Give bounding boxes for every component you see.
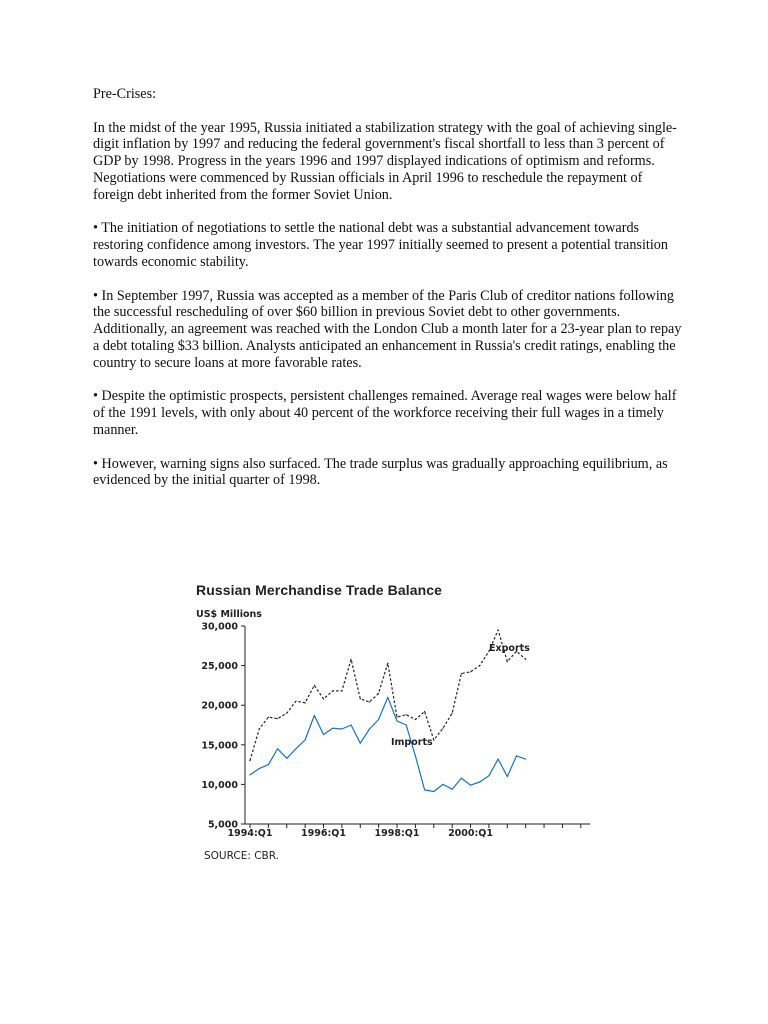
data-point-imports bbox=[305, 739, 306, 740]
data-point-imports bbox=[442, 784, 443, 785]
data-point-imports bbox=[259, 768, 260, 769]
data-point-exports bbox=[406, 714, 407, 715]
data-point-imports bbox=[479, 781, 480, 782]
y-tick-label: 20,000 bbox=[201, 700, 238, 712]
data-point-exports bbox=[470, 671, 471, 672]
data-point-exports bbox=[442, 728, 443, 729]
data-point-imports bbox=[516, 755, 517, 756]
series-line-imports bbox=[250, 697, 526, 791]
data-point-imports bbox=[498, 758, 499, 759]
data-point-imports bbox=[295, 748, 296, 749]
data-point-imports bbox=[415, 755, 416, 756]
data-point-imports bbox=[461, 777, 462, 778]
x-tick-label: 1998:Q1 bbox=[374, 828, 420, 839]
data-point-exports bbox=[323, 698, 324, 699]
y-tick-label: 5,000 bbox=[207, 819, 238, 831]
data-point-imports bbox=[314, 715, 315, 716]
document-body bbox=[93, 86, 683, 506]
data-point-exports bbox=[498, 629, 499, 630]
y-tick-label: 10,000 bbox=[201, 779, 238, 791]
data-point-exports bbox=[360, 698, 361, 699]
data-point-exports bbox=[305, 702, 306, 703]
data-point-imports bbox=[341, 728, 342, 729]
y-tick-label: 30,000 bbox=[201, 621, 238, 633]
data-point-imports bbox=[424, 789, 425, 790]
section-heading: Pre-Crises: bbox=[93, 86, 157, 102]
data-point-exports bbox=[396, 716, 397, 717]
data-point-exports bbox=[259, 728, 260, 729]
data-point-exports bbox=[249, 760, 250, 761]
bullet-debt-negotiations: • The initiation of negotiations to settle the national debt was a substantial advancement towards restoring confidence among investors. The year 1997 initially seemed to present a potential transition towards economic stability. bbox=[93, 220, 668, 270]
trade-balance-figure bbox=[196, 576, 616, 866]
x-tick-label: 2000:Q1 bbox=[448, 828, 494, 839]
y-axis-label: US$ Millions bbox=[196, 609, 262, 620]
data-point-exports bbox=[369, 701, 370, 702]
trade-balance-chart bbox=[196, 576, 616, 848]
data-point-exports bbox=[286, 713, 287, 714]
data-point-exports bbox=[295, 701, 296, 702]
data-point-imports bbox=[378, 719, 379, 720]
data-point-imports bbox=[323, 734, 324, 735]
series-line-exports bbox=[250, 630, 526, 761]
data-point-exports bbox=[314, 685, 315, 686]
data-point-exports bbox=[332, 690, 333, 691]
data-point-imports bbox=[350, 724, 351, 725]
bullet-challenges: • Despite the optimistic prospects, persistent challenges remained. Average real wages were below half of the 1991 levels, with only about 40 percent of the workforce receiving their full wages in a timely manner. bbox=[93, 388, 677, 438]
data-point-exports bbox=[378, 693, 379, 694]
annotation-exports: Exports bbox=[489, 643, 530, 654]
chart-title: Russian Merchandise Trade Balance bbox=[196, 582, 443, 598]
data-point-imports bbox=[277, 748, 278, 749]
data-point-exports bbox=[341, 690, 342, 691]
data-point-exports bbox=[507, 661, 508, 662]
data-point-imports bbox=[286, 758, 287, 759]
data-point-exports bbox=[433, 739, 434, 740]
data-point-exports bbox=[479, 665, 480, 666]
data-point-exports bbox=[350, 659, 351, 660]
data-point-imports bbox=[507, 776, 508, 777]
data-point-exports bbox=[387, 663, 388, 664]
data-point-imports bbox=[488, 775, 489, 776]
y-tick-label: 25,000 bbox=[201, 661, 238, 673]
data-point-imports bbox=[433, 791, 434, 792]
data-point-imports bbox=[396, 720, 397, 721]
data-point-imports bbox=[360, 743, 361, 744]
data-point-exports bbox=[268, 716, 269, 717]
data-point-exports bbox=[277, 718, 278, 719]
bullet-warning-signs: • However, warning signs also surfaced. The trade surplus was gradually approaching equilibrium, as evidenced by the initial quarter of 1998. bbox=[93, 455, 668, 489]
x-tick-label: 1996:Q1 bbox=[301, 828, 346, 839]
data-point-imports bbox=[249, 774, 250, 775]
data-point-imports bbox=[452, 789, 453, 790]
data-point-imports bbox=[525, 758, 526, 759]
data-point-imports bbox=[406, 724, 407, 725]
data-point-imports bbox=[470, 785, 471, 786]
data-point-exports bbox=[452, 713, 453, 714]
bullet-paris-club: • In September 1997, Russia was accepted as a member of the Paris Club of creditor nations following the successful rescheduling of over $60 billion in previous Soviet debt to other governments. Additionally, an agreement was reached with the London Club a month later for a 23-year plan to repay a debt totaling $33 billion. Analysts anticipated an enhancement in Russia's credit ratings, enabling the country to secure loans at more favorable rates. bbox=[93, 287, 682, 371]
chart-source: SOURCE: CBR. bbox=[204, 850, 280, 862]
y-tick-label: 15,000 bbox=[201, 740, 238, 752]
data-point-imports bbox=[332, 728, 333, 729]
x-tick-label: 1994:Q1 bbox=[227, 828, 273, 839]
data-point-exports bbox=[461, 673, 462, 674]
data-point-imports bbox=[387, 697, 388, 698]
data-point-exports bbox=[415, 719, 416, 720]
paragraph-intro: In the midst of the year 1995, Russia initiated a stabilization strategy with the goal of achieving single-digit inflation by 1997 and reducing the federal government's fiscal shortfall to less than 3 percent of GDP by 1998. Progress in the years 1996 and 1997 displayed indications of optimism and reforms. Negotiations were commenced by Russian officials in April 1996 to reschedule the repayment of foreign debt inherited from the former Soviet Union. bbox=[93, 119, 677, 203]
data-point-imports bbox=[369, 728, 370, 729]
data-point-imports bbox=[268, 764, 269, 765]
annotation-imports: Imports bbox=[391, 737, 433, 748]
data-point-exports bbox=[525, 659, 526, 660]
data-point-exports bbox=[424, 711, 425, 712]
